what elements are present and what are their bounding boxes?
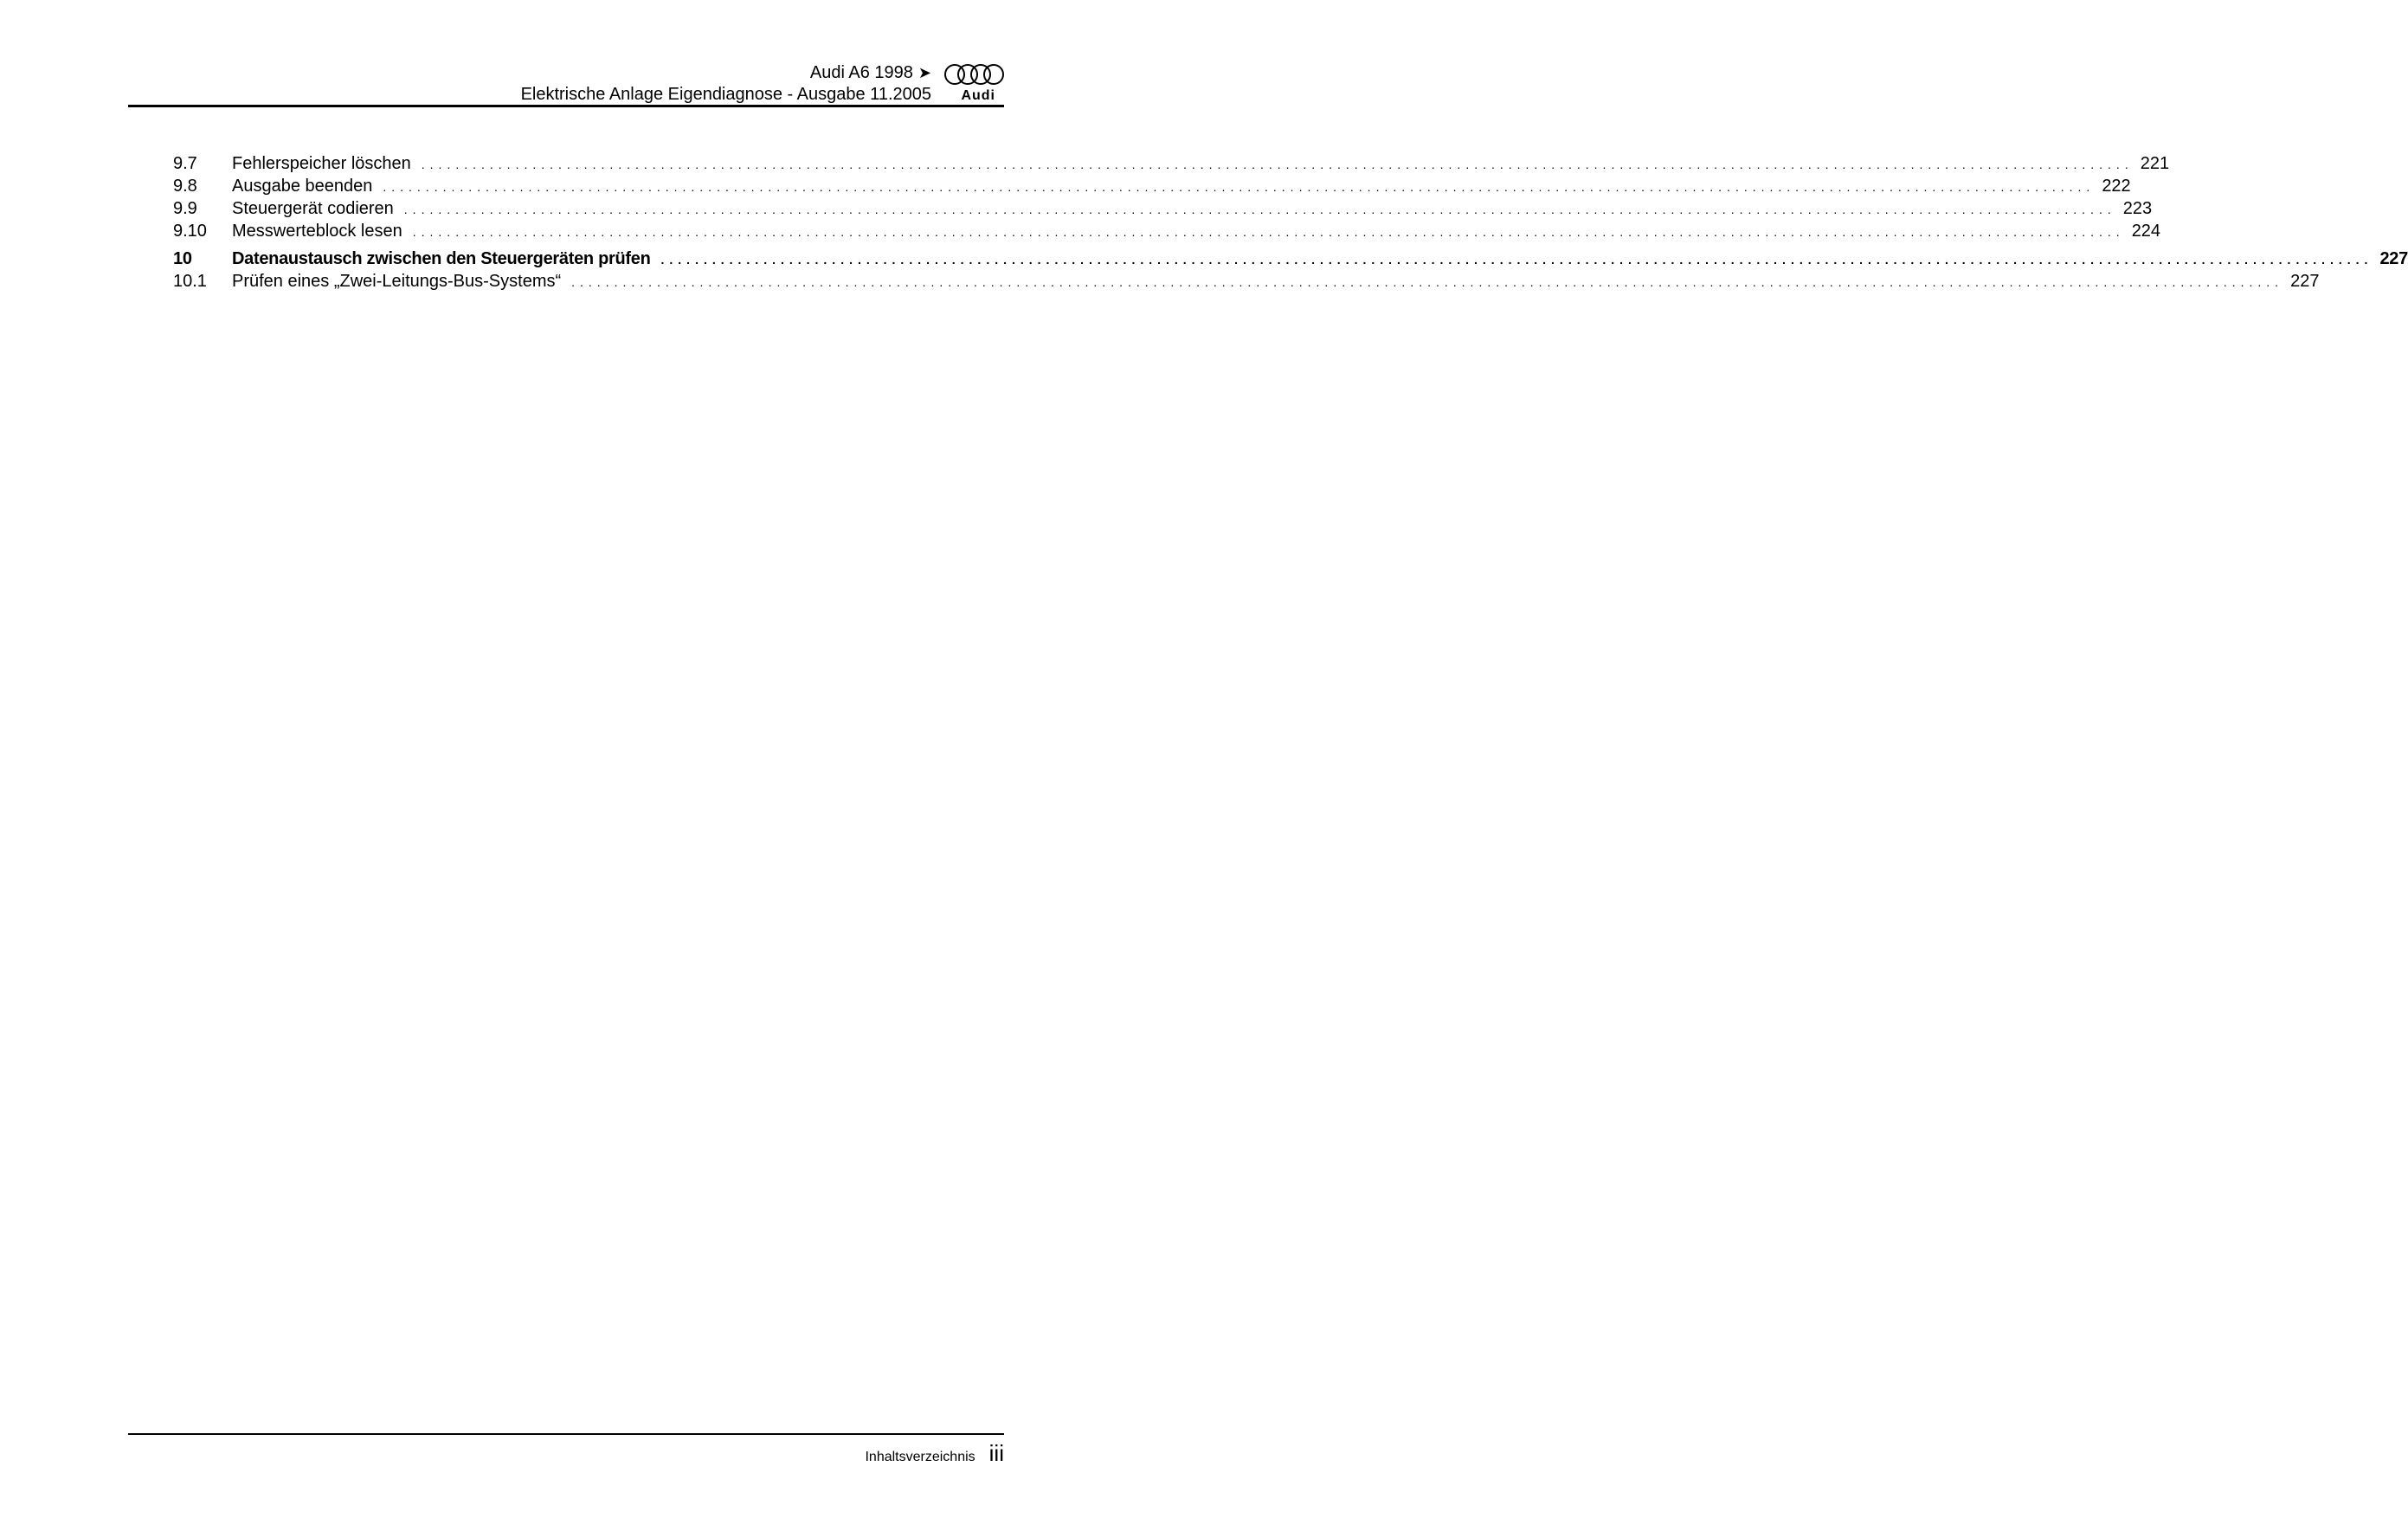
toc-entry-page: 222 [2102, 177, 2131, 196]
header-text [521, 62, 931, 106]
toc-entry-page: 227 [2290, 272, 2320, 291]
toc-chapter-entry[interactable] [173, 248, 2408, 270]
page-header [128, 59, 1004, 107]
toc-dot-leader: ........................................................................................................................................................................................................ [412, 225, 2125, 239]
toc-entry-number: 9.10 [173, 222, 207, 241]
footer-divider [128, 1433, 1004, 1435]
toc-entry-page: 227 [2379, 249, 2408, 268]
audi-rings-icon [943, 62, 1004, 87]
audi-logo-text: Audi [961, 88, 995, 103]
table-of-contents [173, 152, 2408, 293]
toc-entry-title: Ausgabe beenden [232, 177, 373, 196]
audi-logo [943, 62, 1004, 102]
toc-entry-number: 9.8 [173, 177, 197, 196]
toc-entry-number: 10.1 [173, 272, 207, 291]
arrow-icon: ➤ [917, 64, 931, 81]
toc-entry[interactable] [173, 220, 2161, 242]
header-model-line [521, 62, 931, 84]
toc-dot-leader: ........................................................................................................................................................................................................ [571, 275, 2284, 289]
header-divider [128, 105, 1004, 107]
toc-entry-page: 224 [2131, 222, 2161, 241]
toc-dot-leader: ........................................................................................................................................................................................................ [383, 180, 2096, 194]
toc-entry-title: Fehlerspeicher löschen [232, 154, 411, 173]
toc-entry[interactable] [173, 175, 2131, 197]
footer-label: Inhaltsverzeichnis [865, 1450, 975, 1464]
toc-entry-title: Steuergerät codieren [232, 199, 394, 218]
toc-entry-page: 221 [2140, 154, 2170, 173]
toc-entry[interactable] [173, 270, 2320, 293]
toc-entry-page: 223 [2122, 199, 2153, 218]
toc-dot-leader: ........................................................................................................................................................................................................ [660, 253, 2373, 267]
toc-entry-number: 10 [173, 249, 192, 268]
toc-entry[interactable] [173, 197, 2153, 220]
header-model: Audi A6 1998 [809, 63, 913, 82]
header-subtitle: Elektrische Anlage Eigendiagnose - Ausgabe 11.2005 [520, 85, 931, 104]
toc-entry-number: 9.9 [173, 199, 197, 218]
page-number: iii [988, 1440, 1004, 1466]
toc-entry-number: 9.7 [173, 154, 197, 173]
page-footer [865, 1440, 1004, 1467]
toc-entry-title: Messwerteblock lesen [232, 222, 402, 241]
toc-entry-title: Prüfen eines „Zwei-Leitungs-Bus-Systems“ [232, 272, 562, 291]
toc-entry-title: Datenaustausch zwischen den Steuergeräten prüfen [232, 249, 651, 268]
toc-dot-leader: ........................................................................................................................................................................................................ [403, 203, 2116, 216]
toc-dot-leader: ........................................................................................................................................................................................................ [421, 158, 2134, 171]
toc-entry[interactable] [173, 152, 2170, 175]
